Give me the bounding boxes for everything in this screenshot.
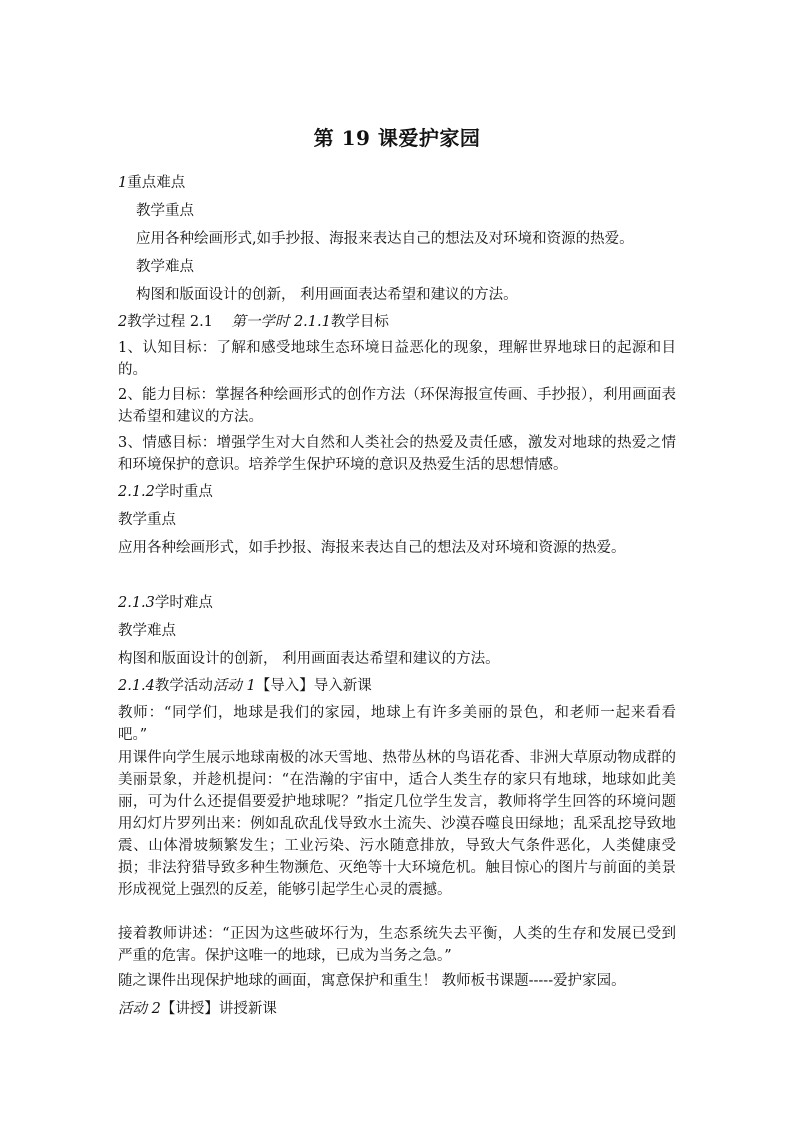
- subsection-label: 第一学时 2.1.1: [231, 314, 331, 330]
- section-heading-213: [118, 592, 213, 614]
- difficulty-heading-2: 教学难点: [118, 623, 176, 639]
- section-heading-212: [118, 481, 213, 503]
- section-heading-2: [118, 311, 389, 333]
- section-label: 学时重点: [154, 484, 213, 500]
- section-number: 2.1.4: [118, 678, 155, 694]
- focus-heading: 教学重点: [136, 203, 194, 219]
- page-title: 第 19 课爱护家园: [313, 126, 481, 150]
- paragraph-teacher-speech: 接着教师讲述：“正因为这些破坏行为，生态系统失去平衡，人类的生存和发展已受到严重的危害。保护这唯一的地球，已成为当务之急。”: [118, 926, 676, 964]
- paragraph-presentation: 用课件向学生展示地球南极的冰天雪地、热带丛林的鸟语花香、非洲大草原动物成群的美丽景象，并趁机提问：“在浩瀚的宇宙中，适合人类生存的家只有地球，地球如此美丽，可为什么还提倡要爱护地球呢？”指定几位学生发言，教师将学生回答的环境问题用幻灯片罗列出来：例如乱砍乱伐导致水土流失、沙漠吞噬良田绿地；乱采乱挖导致地震、山体滑坡频繁发生；工业污染、污水随意排放，导致大气条件恶化，人类健康受损；非法狩猎导致多种生物濒危、灭绝等十大环境危机。触目惊心的图片与前面的美景形成视觉上强烈的反差，能够引起学生心灵的震撼。: [118, 750, 676, 898]
- section-number: 2.1.2: [118, 484, 155, 500]
- section-heading-1: [118, 172, 185, 194]
- difficulty-text: 构图和版面设计的创新， 利用画面表达希望和建议的方法。: [136, 287, 518, 303]
- paragraph-teacher-intro: 教师：“同学们，地球是我们的家园，地球上有许多美丽的景色，和老师一起来看看吧。”: [118, 705, 676, 743]
- activity-number: 活动 2: [118, 1001, 161, 1017]
- activity-label: 【讲授】讲授新课: [160, 1001, 277, 1017]
- goal-cognitive: 1、认知目标：了解和感受地球生态环境日益恶化的现象，理解世界地球日的起源和目的。: [118, 340, 676, 378]
- section-number: 1: [118, 175, 128, 191]
- paragraph-courseware: 随之课件出现保护地球的画面，寓意保护和重生！ 教师板书课题-----爱护家园。: [118, 973, 626, 989]
- goal-ability: 2、能力目标：掌握各种绘画形式的创作方法（环保海报宣传画、手抄报），利用画面表达希望和建议的方法。: [118, 387, 676, 425]
- activity-number: 活动 1: [212, 678, 256, 694]
- focus-text-2: 应用各种绘画形式，如手抄报、海报来表达自己的想法及对环境和资源的热爱。: [118, 540, 626, 556]
- focus-heading-2: 教学重点: [118, 512, 176, 528]
- goal-emotion: 3、情感目标：增强学生对大自然和人类社会的热爱及责任感，激发对地球的热爱之情和环境保护的意识。培养学生保护环境的意识及热爱生活的思想情感。: [118, 435, 676, 473]
- activity-heading-2: [118, 998, 277, 1020]
- goal-label: 教学目标: [330, 314, 389, 330]
- section-label: 学时难点: [154, 595, 213, 611]
- difficulty-heading: 教学难点: [136, 259, 194, 275]
- section-heading-214: [118, 675, 372, 697]
- section-number: 2: [118, 314, 128, 330]
- activity-label: 【导入】导入新课: [255, 678, 372, 694]
- section-label: 教学活动: [154, 678, 213, 694]
- section-label: 教学过程 2.1: [127, 314, 213, 330]
- difficulty-text-2: 构图和版面设计的创新， 利用画面表达希望和建议的方法。: [118, 651, 500, 667]
- section-label: 重点难点: [127, 175, 186, 191]
- section-number: 2.1.3: [118, 595, 155, 611]
- focus-text: 应用各种绘画形式,如手抄报、海报来表达自己的想法及对环境和资源的热爱。: [136, 231, 634, 247]
